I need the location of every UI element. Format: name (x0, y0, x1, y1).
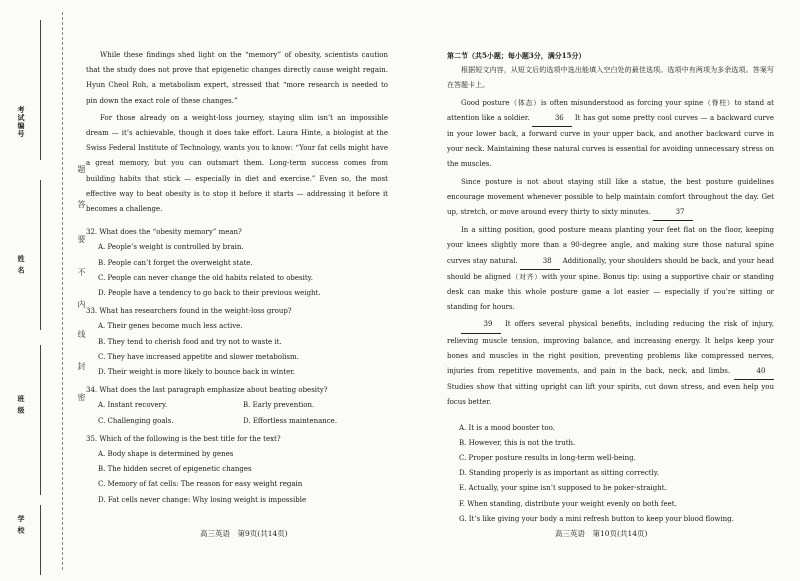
seal-char: 答 (77, 200, 86, 208)
school-label: 学 校 (17, 515, 26, 535)
school-line (40, 505, 41, 575)
binding-margin (0, 0, 86, 581)
seal-char: 不 (77, 268, 86, 276)
text: Studies show that sitting upright can lift your spirits, cut down stress, and even help you focus better. (447, 383, 774, 407)
option: E. Actually, your spine isn’t supposed to be poker-straight. (459, 484, 667, 493)
text: Since posture is not about staying still like a statue, the best posture guidelines encourage movement whenever possible to help maintain comfort throughout the day. Get up, stretch, or move around every thirty to sixty minutes. (447, 177, 774, 217)
text: Additionally, your shoulders should be back, and your head should be aligned（对齐）with your spine. Bonus tip: using a supportive chair or standing desk can make this whole posture game a lot easier — especially if you’re sitting or standing for hours. (447, 256, 775, 312)
name-label: 姓 名 (17, 255, 26, 275)
option: C. People can never change the old habits related to obesity. (98, 273, 313, 282)
cloze-paragraph (447, 223, 774, 315)
seal-line (62, 12, 63, 570)
seal-char: 密 (77, 393, 86, 401)
option: C. Proper posture results in long-term well-being. (459, 454, 636, 463)
exam-number-label: 考试编号 (17, 106, 26, 138)
page-footer: 高三英语 第9页(共14页) (200, 529, 288, 538)
text: It has got some pretty cool curves — a backward curve in your lower back, a forward curve in your upper back, and another backward curve in your neck. Maintaining these natural curves is essential for avoiding unnecessary stress on the muscles. (447, 113, 774, 169)
option: C. Challenging goals. (98, 416, 174, 425)
question-35 (86, 432, 388, 508)
page-10-column (447, 48, 774, 527)
class-line (40, 345, 41, 495)
option: B. People can’t forget the overweight state. (98, 258, 253, 267)
option: D. Their weight is more likely to bounce back in winter. (98, 368, 296, 377)
question-34 (86, 383, 388, 429)
text: Good posture（体态）is often misunderstood as forcing your spine（脊柱）to stand at attention like a soldier. (447, 98, 774, 122)
cloze-paragraph (447, 96, 774, 173)
section-title: 第二节（共5小题；每小题3分，满分15分） (447, 51, 586, 60)
seal-char: 线 (77, 330, 86, 338)
option: C. They have increased appetite and slower metabolism. (98, 352, 299, 361)
blank-39: 39 (461, 317, 501, 333)
option: B. The hidden secret of epigenetic changes (98, 465, 252, 474)
option: D. Standing properly is as important as sitting correctly. (459, 469, 660, 478)
option: A. People’s weight is controlled by brain. (98, 243, 244, 252)
seal-char: 题 (77, 165, 86, 173)
option: D. Fat cells never change: Why losing weight is impossible (98, 495, 307, 504)
option: A. Body shape is determined by genes (98, 450, 234, 459)
page-9-column (86, 48, 388, 508)
seal-char: 要 (77, 235, 86, 243)
question-stem: 34. What does the last paragraph emphasize about beating obesity? (86, 386, 328, 395)
question-stem: 33. What has researchers found in the weight-loss group? (86, 307, 292, 316)
option: A. Their genes become much less active. (98, 322, 243, 331)
exam-number-line (40, 20, 41, 160)
class-label: 班 级 (17, 395, 26, 415)
text: It offers several physical benefits, including reducing the risk of injury, relieving muscle tension, improving balance, and increasing energy. It helps keep your bones and muscles in the right position, preventing problems like compressed nerves, injuries from repetitive movements, and pain in the back, neck, and limbs. (447, 320, 774, 376)
cloze-paragraph (447, 175, 774, 222)
question-33 (86, 304, 388, 380)
option: F. When standing, distribute your weight evenly on both feet. (459, 499, 677, 508)
option: B. They tend to cherish food and try not to waste it. (98, 337, 282, 346)
option: A. Instant recovery. (98, 401, 168, 410)
option: G. It’s like giving your body a mini refresh button to keep your blood flowing. (459, 514, 734, 523)
reading-paragraph: While these findings shed light on the “memory” of obesity, scientists caution that the study does not prove that epigenetic changes directly cause weight regain. Hyun Cheol Roh, a metabolism expert, stressed that “more research is needed to pin down the exact role of these changes.” (86, 51, 388, 105)
question-32 (86, 225, 388, 301)
question-stem: 32. What does the “obesity memory” mean? (86, 228, 242, 237)
option: B. Early prevention. (243, 401, 315, 410)
option: A. It is a mood booster too. (459, 423, 555, 432)
blank-40: 40 (734, 364, 774, 380)
instructions: 根据短文内容，从短文后的选项中选出能填入空白处的最佳选项。选项中有两项为多余选项。答案写在答题卡上。 (447, 66, 774, 90)
answer-options (447, 421, 774, 527)
page-footer: 高三英语 第10页(共14页) (555, 529, 648, 538)
seal-char: 内 (77, 300, 86, 308)
blank-36: 36 (532, 111, 572, 127)
seal-char: 封 (77, 362, 86, 370)
cloze-paragraph (447, 317, 774, 410)
option: D. Effortless maintenance. (243, 416, 338, 425)
name-line (40, 180, 41, 330)
blank-38: 38 (520, 254, 560, 270)
option: D. People have a tendency to go back to their previous weight. (98, 289, 321, 298)
blank-37: 37 (653, 205, 693, 221)
reading-paragraph: For those already on a weight-loss journey, staying slim isn’t an impossible dream — it’s achievable, though it does take effort. Laura Hinte, a biologist at the Swiss Federal Institute of Technology, wants you to know: “Your fat cells might have a great memory, but you can outsmart them. Long-term success comes from building habits that stick — especially in diet and exercise.” Even so, the most effective way to beat obesity is to stop it before it starts — addressing it before it becomes a challenge. (86, 113, 388, 214)
option: C. Memory of fat cells: The reason for easy weight regain (98, 480, 303, 489)
question-stem: 35. Which of the following is the best title for the text? (86, 434, 281, 443)
option: B. However, this is not the truth. (459, 438, 576, 447)
text: In a sitting position, good posture means planting your feet flat on the floor, keeping your knees slightly more than a 90-degree angle, and making sure those natural spine curves stay natural. (447, 226, 774, 265)
